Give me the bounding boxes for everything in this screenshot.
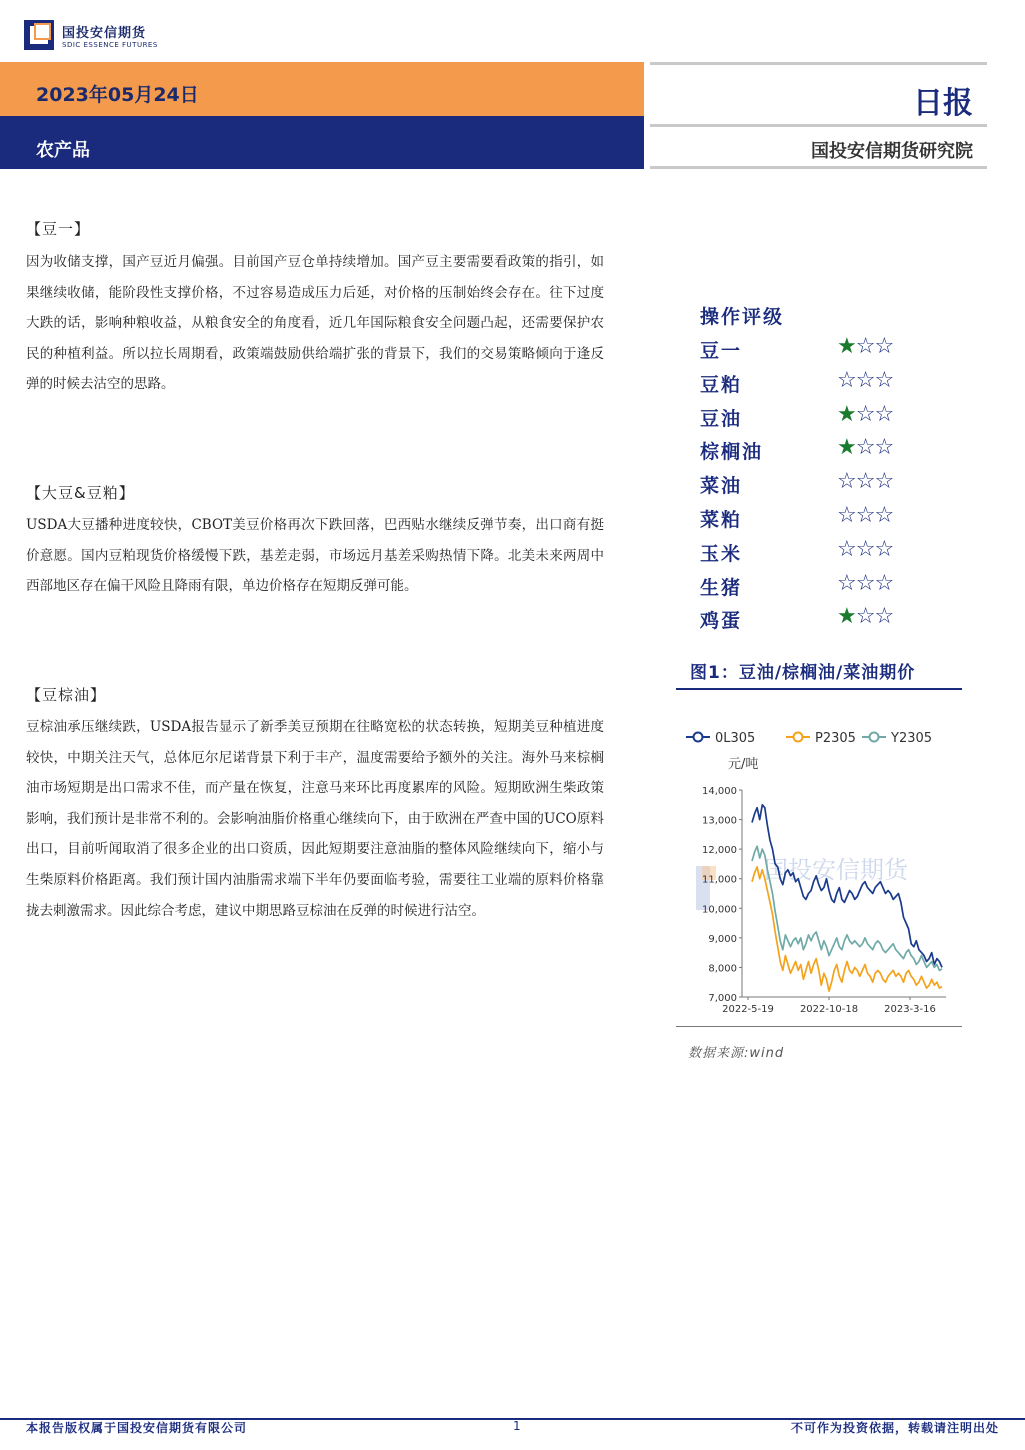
rating-row [700,401,920,438]
header-divider-top [650,62,987,65]
header-divider-mid [650,124,987,127]
rating-stars [837,537,893,562]
figure-bottom-rule [676,1026,962,1027]
rating-stars [837,503,893,528]
star-empty-icon: ☆ [855,570,875,596]
section-title-soybean-meal: 【大豆&豆粕】 [26,484,135,502]
rating-product-name: 豆粕 [700,373,743,396]
rating-row [700,336,920,370]
rating-row [700,505,920,539]
y-axis-label: 元/吨 [728,757,759,772]
star-empty-icon: ☆ [855,401,875,427]
chart-legend [686,731,932,746]
y-tick-label: 11,000 [702,874,737,886]
section-title-soy-palm-oil: 【豆棕油】 [26,686,107,704]
legend-label: 0L305 [715,731,756,746]
sector-label: 农产品 [36,140,90,161]
logo-company-name: 国投安信期货 [62,26,147,41]
rating-row [700,536,920,573]
y-tick-label: 9,000 [708,933,737,945]
rating-product-name: 豆一 [700,340,743,362]
rating-product-name: 菜油 [700,475,743,498]
star-empty-icon: ☆ [855,469,875,495]
rating-stars [837,368,893,393]
rating-stars [837,571,893,596]
star-filled-icon: ★ [837,401,856,427]
data-source: 数据来源:wind [688,1046,785,1061]
x-tick-label: 2023-3-16 [884,1004,936,1015]
figure-title-rule [676,688,962,690]
x-tick-label: 2022-10-18 [799,1004,859,1015]
y-tick-label: 8,000 [708,963,737,975]
series-lines [752,805,942,991]
star-empty-icon: ☆ [874,401,894,427]
star-filled-icon: ★ [837,435,856,461]
legend-label: Y2305 [891,731,933,746]
legend-marker-icon [694,733,703,742]
y-tick-label: 14,000 [702,786,737,797]
star-empty-icon: ☆ [874,604,894,630]
series-line-p2305 [752,867,942,991]
rating-product-name: 豆油 [700,407,743,430]
rating-product-name: 鸡蛋 [700,610,743,633]
rating-row [700,570,920,607]
star-empty-icon: ☆ [855,503,875,528]
report-type: 日报 [913,86,973,121]
star-empty-icon: ☆ [837,570,856,596]
star-empty-icon: ☆ [874,469,894,495]
logo-company-name-en: SDIC ESSENCE FUTURES [62,41,158,49]
x-tick-label: 2022-5-19 [722,1004,774,1015]
star-empty-icon: ☆ [874,570,894,596]
star-empty-icon: ☆ [874,503,894,528]
section-title-soybean-no1: 【豆一】 [26,220,91,238]
rating-row [700,606,920,640]
rating-row [700,437,920,471]
star-empty-icon: ☆ [874,536,894,562]
report-date: 2023年05月24日 [36,84,199,106]
star-empty-icon: ☆ [855,536,875,562]
legend-marker-icon [870,733,879,742]
star-empty-icon: ☆ [874,334,894,359]
footer-disclaimer: 不可作为投资依据，转载请注明出处 [790,1421,999,1435]
legend-label: P2305 [815,731,856,746]
rating-stars [837,469,893,494]
rating-stars [837,402,893,427]
rating-stars [837,435,893,460]
rating-row [700,471,920,505]
rating-row [700,367,920,404]
star-empty-icon: ☆ [855,604,875,630]
company-logo-icon [24,20,54,50]
rating-stars [837,604,893,629]
star-empty-icon: ☆ [855,334,875,359]
watermark-text: 国投安信期货 [764,856,908,884]
rating-title: 操作评级 [700,306,785,328]
page-number: 1 [513,1419,521,1433]
y-tick-label: 7,000 [708,993,737,1004]
rating-product-name: 玉米 [700,542,743,565]
section-body-soy-palm-oil: 豆棕油承压继续跌，USDA报告显示了新季美豆预期在往略宽松的状态转换，短期美豆种植进度较快，中期关注天气，总体厄尔尼诺背景下利于丰产，温度需要给予额外的关注。海外马来棕榈油市场短期是出口需求不佳，而产量在恢复，注意马来环比再度累库的风险。短期欧洲生柴政策影响，我们预计是非常不利的。会影响油脂价格重心继续向下，由于欧洲在严查中国的UCO原料出口，目前听闻取消了很多企业的出口资质，因此短期要注意油脂的整体风险继续向下，缩小与生柴原料价格距离。我们预计国内油脂需求端下半年仍要面临考验，需要往工业端的原料价格靠拢去刺激需求。因此综合考虑，建议中期思路豆棕油在反弹的时候进行沽空。 [26,719,604,919]
star-empty-icon: ☆ [837,367,856,393]
section-body-soybean-no1: 因为收储支撑，国产豆近月偏强。目前国产豆仓单持续增加。国产豆主要需要看政策的指引，如果继续收储，能阶段性支撑价格，不过容易造成压力后延，对价格的压制始终会存在。往下过度大跌的话，影响种粮收益，从粮食安全的角度看，近几年国际粮食安全问题凸起，还需要保护农民的种植利益。所以拉长周期看，政策端鼓励供给端扩张的背景下，我们的交易策略倾向于逢反弹的时候去沽空的思路。 [26,254,604,393]
star-filled-icon: ★ [837,604,856,630]
header-divider-bottom [650,166,987,169]
figure-title: 图1：豆油/棕榈油/菜油期价 [690,663,916,683]
legend-marker-icon [794,733,803,742]
star-empty-icon: ☆ [837,503,856,528]
rating-product-name: 菜粕 [700,509,743,531]
x-axis [722,997,946,1015]
rating-stars [837,334,893,359]
y-tick-label: 10,000 [702,904,737,916]
price-line-chart [676,716,962,1026]
section-body-soybean-meal: USDA大豆播种进度较快，CBOT美豆价格再次下跌回落，巴西贴水继续反弹节奏，出口商有挺价意愿。国内豆粕现货价格缓慢下跌，基差走弱，市场远月基差采购热情下降。北美未来两周中西部地区存在偏干风险且降雨有限，单边价格存在短期反弹可能。 [26,517,604,595]
star-empty-icon: ☆ [855,435,875,461]
institute-name: 国投安信期货研究院 [811,141,973,162]
star-empty-icon: ☆ [874,435,894,461]
footer-copyright: 本报告版权属于国投安信期货有限公司 [26,1421,248,1435]
star-empty-icon: ☆ [837,536,856,562]
star-empty-icon: ☆ [837,469,856,495]
star-filled-icon: ★ [837,334,856,359]
star-empty-icon: ☆ [855,367,875,393]
rating-product-name: 棕榈油 [700,441,764,464]
sector-banner [0,116,644,169]
star-empty-icon: ☆ [874,367,894,393]
y-tick-label: 12,000 [702,845,737,857]
y-tick-label: 13,000 [702,815,737,827]
rating-product-name: 生猪 [700,576,743,599]
